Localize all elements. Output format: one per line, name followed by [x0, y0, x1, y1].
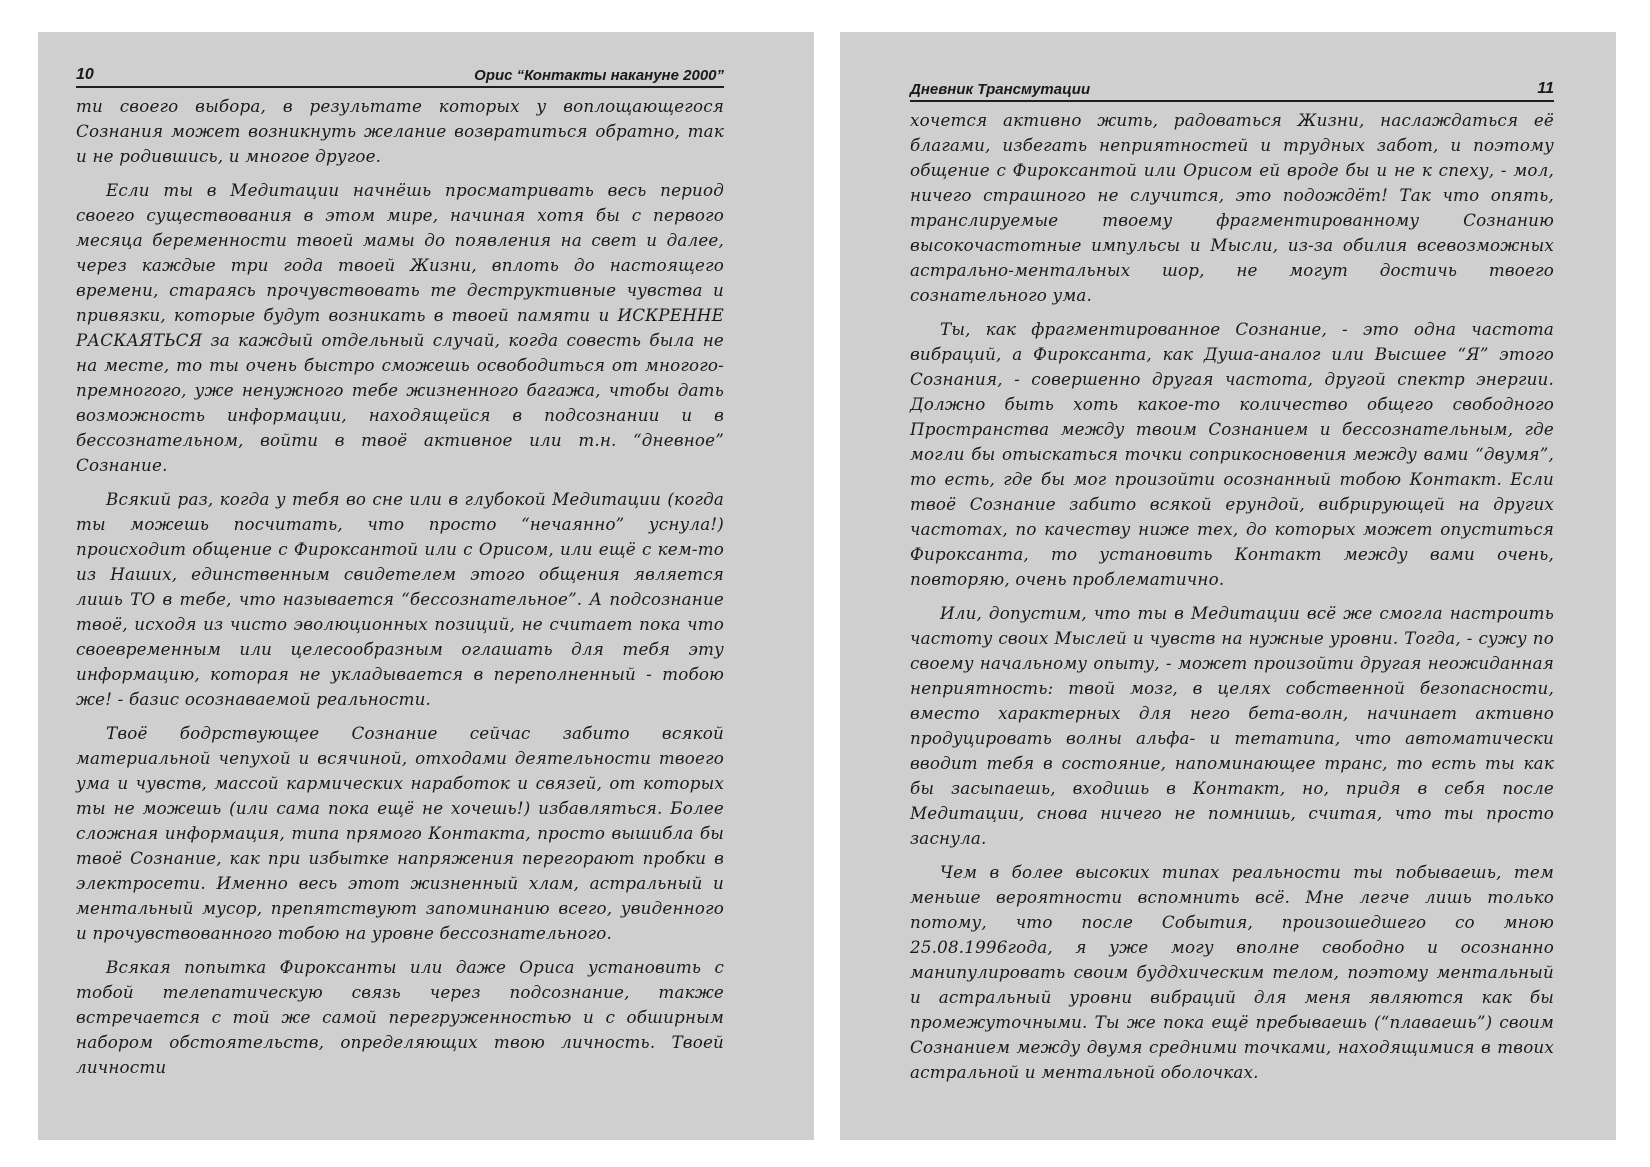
- paragraph: Всякий раз, когда у тебя во сне или в глубокой Медитации (когда ты можешь посчитать, что просто “нечаянно” уснула!) происходит общение с Фироксантой или с Орисом, или ещё с кем-то из Наших, единственным свидетелем этого общения является лишь ТО в тебе, что называется “бессознательное”. А подсознание твоё, исходя из чисто эволюционных позиций, не считает пока что своевременным или целесообразным оглашать для тебя эту информацию, которая не укладывается в переполненный - тобою же! - базис осознаваемой реальности.: [76, 489, 724, 709]
- right-running-header: [910, 80, 1554, 102]
- right-page-number: 11: [1537, 80, 1554, 97]
- paragraph: Всякая попытка Фироксанты или даже Ориса установить с тобой телепатическую связь через подсознание, также встречается с той же самой перегруженностью и с обширным набором обстоятельств, определяющих твою личность. Твоей личности: [76, 957, 724, 1077]
- left-running-title: Орис “Контакты накануне 2000”: [474, 67, 724, 84]
- paragraph: Если ты в Медитации начнёшь просматривать весь период своего существования в этом мире, начиная хотя бы с первого месяца беременности твоей мамы до появления на свет и далее, через каждые три года твоей Жизни, вплоть до настоящего времени, стараясь прочувствовать те деструктивные чувства и привязки, которые будут возникать в твоей памяти и ИСКРЕННЕ РАСКАЯТЬСЯ за каждый отдельный случай, когда совесть была не на месте, то ты очень быстро сможешь освободиться от многого-премногого, уже ненужного тебе жизненного багажа, чтобы дать возможность информации, находящейся в подсознании и в бессознательном, войти в твоё активное или т.н. “дневное” Сознание.: [76, 180, 724, 475]
- left-page-number: 10: [76, 66, 94, 83]
- left-page: [38, 32, 814, 1140]
- paragraph: Твоё бодрствующее Сознание сейчас забито всякой материальной чепухой и всячиной, отходами деятельности твоего ума и чувств, массой кармических наработок и связей, от которых ты не можешь (или сама пока ещё не хочешь!) избавляться. Более сложная информация, типа прямого Контакта, просто вышибла бы твоё Сознание, как при избытке напряжения перегорают пробки в электросети. Именно весь этот жизненный хлам, астральный и ментальный мусор, препятствуют запоминанию всего, увиденного и прочувствованного тобою на уровне бессознательного.: [76, 723, 724, 943]
- right-page: [840, 32, 1616, 1140]
- paragraph: ти своего выбора, в результате которых у воплощающегося Сознания может возникнуть желание возвратиться обратно, так и не родившись, и многое другое.: [76, 96, 724, 166]
- paragraph: Или, допустим, что ты в Медитации всё же смогла настроить частоту своих Мыслей и чувств на нужные уровни. Тогда, - сужу по своему начальному опыту, - может произойти другая неожиданная неприятность: твой мозг, в целях собственной безопасности, вместо характерных для него бета-волн, начинает активно продуцировать волны альфа- и тетатипа, что автоматически вводит тебя в состояние, напоминающее транс, то есть ты как бы засыпаешь, входишь в Контакт, но, придя в себя после Медитации, снова ничего не помнишь, считая, что ты просто заснула.: [910, 603, 1554, 848]
- paragraph: Чем в более высоких типах реальности ты побываешь, тем меньше вероятности вспомнить всё. Мне легче лишь только потому, что после События, произошедшего со мною 25.08.1996года, я уже могу вполне свободно и осознанно манипулировать своим буддхическим телом, поэтому ментальный и астральный уровни вибраций для меня являются как бы промежуточными. Ты же пока ещё пребываешь (“плаваешь”) своим Сознанием между двумя средними точками, находящимися в твоих астральной и ментальной оболочках.: [910, 862, 1554, 1082]
- paragraph: Ты, как фрагментированное Сознание, - это одна частота вибраций, а Фироксанта, как Душа-аналог или Высшее “Я” этого Сознания, - совершенно другая частота, другой спектр энергии. Должно быть хоть какое-то количество общего свободного Пространства между твоим Сознанием и бессознательным, где могли бы отыскаться точки соприкосновения между вами “двумя”, то есть, где бы мог произойти осознанный тобою Контакт. Если твоё Сознание забито всякой ерундой, вибрирующей на других частотах, по качеству ниже тех, до которых может опуститься Фироксанта, то установить Контакт между вами очень, повторяю, очень проблематично.: [910, 319, 1554, 589]
- right-body-text: [910, 108, 1554, 1085]
- left-running-header: [76, 66, 724, 88]
- paragraph: хочется активно жить, радоваться Жизни, наслаждаться её благами, избегать неприятностей и трудных забот, и поэтому общение с Фироксантой или Орисом ей вроде бы и не к спеху, - мол, ничего страшного не случится, это подождёт! Так что опять, транслируемые твоему фрагментированному Сознанию высокочастотные импульсы и Мысли, из-за обилия всевозможных астрально-ментальных шор, не могут достичь твоего сознательного ума.: [910, 110, 1554, 305]
- right-running-title: Дневник Трансмутации: [910, 81, 1091, 98]
- left-body-text: [76, 94, 724, 1080]
